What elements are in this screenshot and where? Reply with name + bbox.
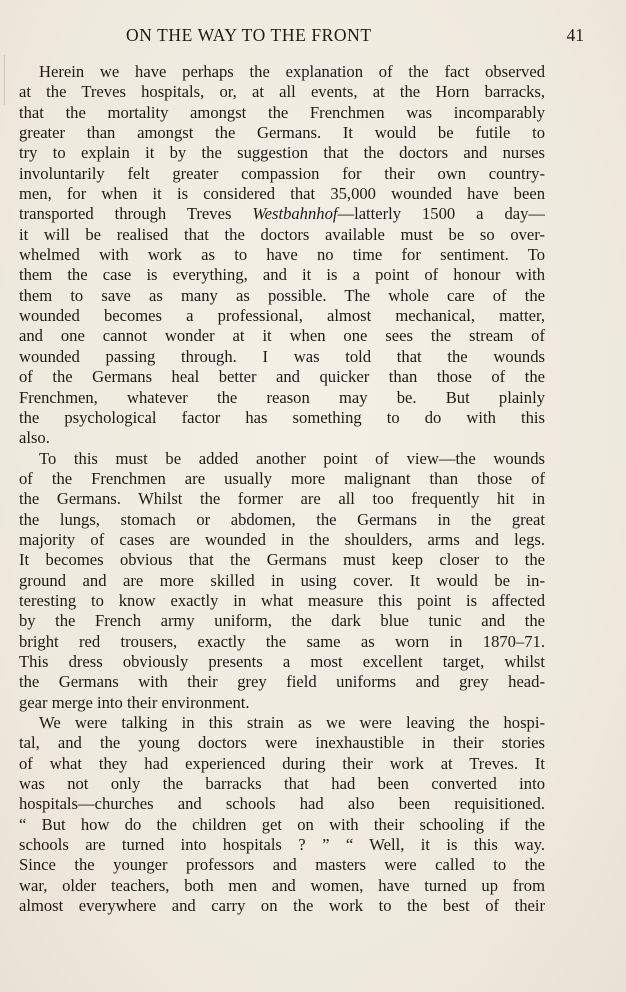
- text-line: tal, and the young doctors were inexhaustible in their stories: [19, 733, 545, 753]
- page-header: [18, 25, 610, 49]
- text-line: also.: [19, 428, 50, 448]
- text-line: To this must be added another point of view—the wounds: [39, 448, 545, 468]
- running-head: ON THE WAY TO THE FRONT: [126, 25, 372, 45]
- text-line: that the mortality amongst the Frenchmen was incomparably: [19, 102, 545, 122]
- text-line: bright red trousers, exactly the same as worn in 1870–71.: [19, 631, 545, 651]
- text-line: men, for when it is considered that 35,000 wounded have been: [19, 184, 545, 204]
- text-line: ground and are more skilled in using cover. It would be in-: [19, 570, 545, 590]
- text-line: “ But how do the children get on with their schooling if the: [19, 814, 545, 834]
- text-span: —latterly 1500 a day—: [337, 204, 545, 224]
- body-text: [19, 62, 545, 916]
- text-line: of the Frenchmen are usually more malignant than those of: [19, 468, 545, 488]
- margin-mark: [4, 55, 5, 105]
- text-line: Since the younger professors and masters were called to the: [19, 855, 545, 875]
- text-line: schools are turned into hospitals ? ” “ Well, it is this way.: [19, 835, 545, 855]
- text-line: Herein we have perhaps the explanation of the fact observed: [39, 62, 545, 81]
- text-line: by the French army uniform, the dark blue tunic and the: [19, 611, 545, 631]
- text-line: the Germans. Whilst the former are all too frequently hit in: [19, 489, 545, 509]
- text-line: them to save as many as possible. The whole care of the: [19, 285, 545, 305]
- text-line-westbahnhof: [19, 204, 545, 224]
- text-line: whelmed with work as to have no time for sentiment. To: [19, 245, 545, 265]
- text-line: the Germans with their grey field uniforms and grey head-: [19, 672, 545, 692]
- text-line: it will be realised that the doctors available must be so over-: [19, 224, 545, 244]
- text-line: wounded passing through. I was told that the wounds: [19, 346, 545, 366]
- text-line: almost everywhere and carry on the work to the best of their: [19, 896, 545, 916]
- text-line: of what they had experienced during their work at Treves. It: [19, 753, 545, 773]
- text-line: It becomes obvious that the Germans must keep closer to the: [19, 550, 545, 570]
- text-line: war, older teachers, both men and women, have turned up from: [19, 875, 545, 895]
- text-line: gear merge into their environment.: [19, 692, 250, 712]
- text-line: greater than amongst the Germans. It would be futile to: [19, 123, 545, 143]
- text-line: the lungs, stomach or abdomen, the Germans in the great: [19, 509, 545, 529]
- text-line: of the Germans heal better and quicker than those of the: [19, 367, 545, 387]
- text-line: the psychological factor has something to do with this: [19, 407, 545, 427]
- text-line: teresting to know exactly in what measure this point is affected: [19, 590, 545, 610]
- italic-word: Westbahnhof: [252, 204, 338, 224]
- text-line: them the case is everything, and it is a point of honour with: [19, 265, 545, 285]
- text-line: at the Treves hospitals, or, at all events, at the Horn barracks,: [19, 82, 545, 102]
- page-number: 41: [566, 25, 584, 45]
- text-line: hospitals—churches and schools had also been requisitioned.: [19, 794, 545, 814]
- text-line: was not only the barracks that had been converted into: [19, 774, 545, 794]
- text-line: Frenchmen, whatever the reason may be. But plainly: [19, 387, 545, 407]
- text-line: majority of cases are wounded in the shoulders, arms and legs.: [19, 529, 545, 549]
- text-line: try to explain it by the suggestion that the doctors and nurses: [19, 143, 545, 163]
- text-line: wounded becomes a professional, almost mechanical, matter,: [19, 306, 545, 326]
- text-line: and one cannot wonder at it when one sees the stream of: [19, 326, 545, 346]
- text-span: transported through Treves: [19, 204, 253, 224]
- text-line: involuntarily felt greater compassion for their own country-: [19, 163, 545, 183]
- text-line: We were talking in this strain as we were leaving the hospi-: [39, 713, 545, 732]
- text-line: This dress obviously presents a most excellent target, whilst: [19, 651, 545, 671]
